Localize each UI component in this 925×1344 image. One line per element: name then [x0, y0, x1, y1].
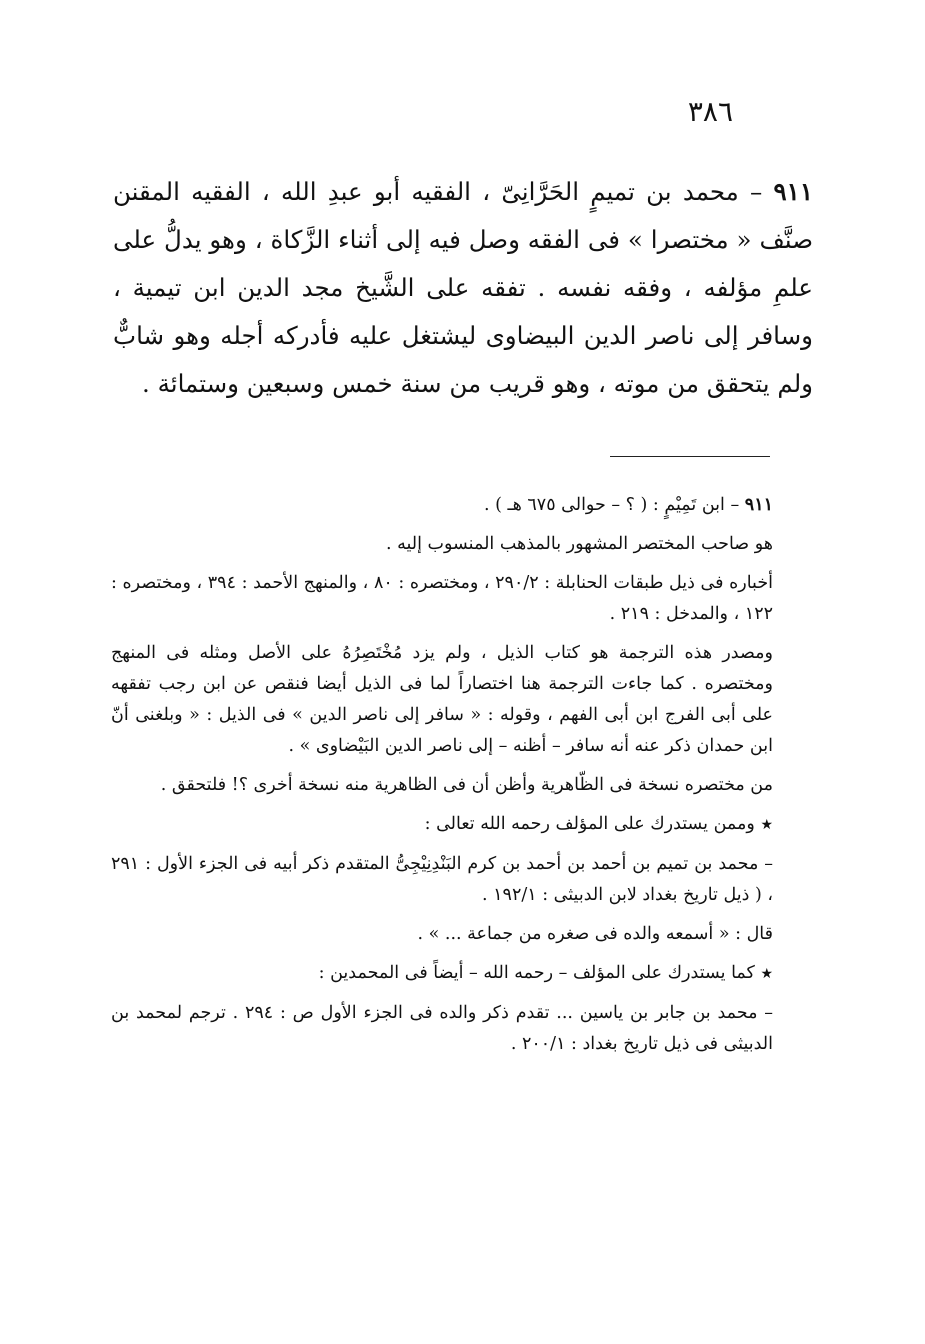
star-icon: ★ [760, 966, 773, 982]
entry-number: ٩١١ [773, 177, 813, 206]
addendum-heading [111, 958, 813, 990]
addendum-heading-text: كما يستدرك على المؤلف – رحمه الله – أيضاً فى المحمدين : [318, 963, 755, 983]
footnote-paragraph: أخباره فى ذيل طبقات الحنابلة : ٢٩٠/٢ ، ومختصره : ٨٠ ، والمنهج الأحمد : ٣٩٤ ، ومختصره : ١٢٢ ، والمدخل : ٢١٩ . [111, 573, 774, 624]
footnotes [111, 490, 813, 1068]
footnote-entry-number: ٩١١ [744, 495, 773, 515]
footnote-paragraph: من مختصره نسخة فى الظّاهرية وأظن أن فى الظاهرية منه نسخة أخرى ؟! فلتحقق . [160, 775, 773, 795]
addendum-quote: قال : « أسمعه والده فى صغره من جماعة ... » . [417, 924, 773, 944]
footnote-header [111, 490, 813, 521]
addendum-entry: – محمد بن تميم بن أحمد بن أحمد بن كرم البَنْدِنِيْجِىُّ المتقدم ذكر أبيه فى الجزء الأول : ٢٩١ ، ( ذيل تاريخ بغداد لابن الدبيثى : ١٩٢/١ . [111, 854, 773, 905]
footnote-separator [610, 456, 770, 457]
addendum-heading-text: وممن يستدرك على المؤلف رحمه الله تعالى : [424, 814, 755, 834]
addendum-heading [111, 809, 813, 841]
star-icon: ★ [760, 817, 773, 833]
footnote-header-text: – ابن تَمِيْمٍ : ( ؟ – حوالى ٦٧٥ هـ ) . [483, 495, 740, 515]
biography-entry [113, 168, 813, 408]
page-number: ٣٨٦ [687, 95, 733, 128]
footnote-paragraph: هو صاحب المختصر المشهور بالمذهب المنسوب إليه . [386, 534, 773, 554]
footnote-paragraph: ومصدر هذه الترجمة هو كتاب الذيل ، ولم يزد مُخْتَصِرُهُ على الأصل ومثله فى المنهج ومختصره . كما جاءت الترجمة هنا اختصاراً لما فى الذيل أيضا فنقص عن ابن رجب تفقهه على أبى الفرج ابن أبى الفهم ، وقوله : « سافر إلى ناصر الدين » فى الذيل : « وبلغنى أنّ ابن حمدان ذكر عنه أنه سافر – أظنه – إلى ناصر الدين البَيْضاوى » . [111, 643, 773, 756]
entry-text: – محمد بن تميمٍ الحَرَّانِىّ ، الفقيه أبو عبدِ الله ، الفقيه المقنن صنَّف « مختصرا » فى الفقه وصل فيه إلى أثناء الزَّكاة ، وهو يدلُّ على علمِ مؤلفه ، وفقه نفسه . تفقه على الشَّيخ مجد الدين ابن تيمية ، وسافر إلى ناصر الدين البيضاوى ليشتغل عليه فأدركه أجله وهو شابٌّ ولم يتحقق من موته ، وهو قريب من سنة خمس وسبعين وستمائة . [113, 177, 813, 398]
addendum-entry: – محمد بن جابر بن ياسين ... تقدم ذكر والده فى الجزء الأول ص : ٢٩٤ . ترجم لمحمد بن الدبيثى فى ذيل تاريخ بغداد : ٢٠٠/١ . [111, 1003, 773, 1054]
